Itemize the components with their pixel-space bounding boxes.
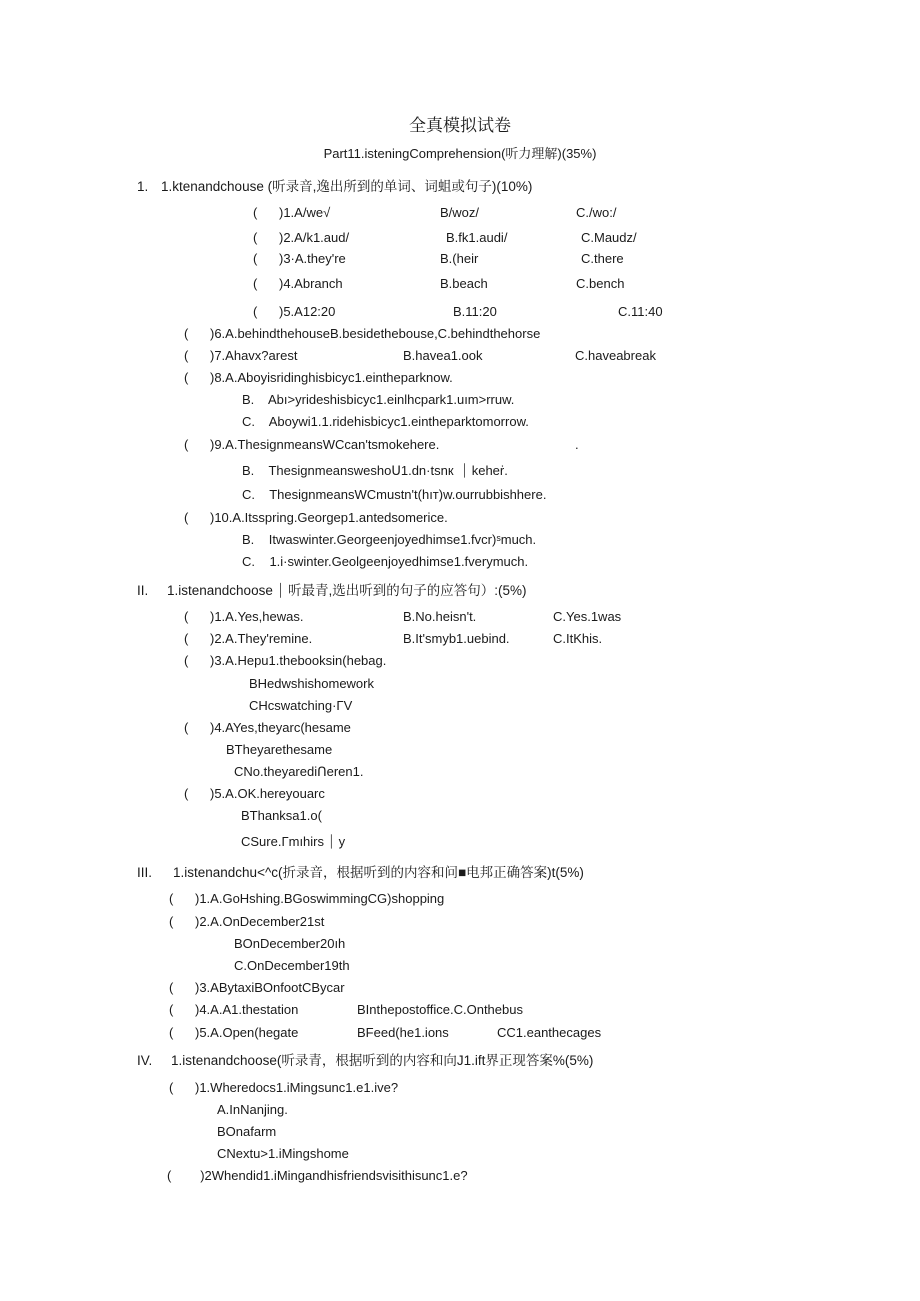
option-b: B.havea1.ook: [403, 348, 483, 363]
section-heading: 1.istenandchoose ⏐ 听最青,选出听到的句子的应答句）:(5%): [167, 583, 527, 598]
question-stem: ( )10.A.Itsspring.Georgep1.antedsomerice.: [184, 510, 448, 525]
option-c: C. 1.i·swinter.Geolgeenjoyedhimse1.fverymuch.: [242, 554, 529, 569]
question-stem: ( )1.A/we√: [253, 205, 331, 220]
option-b: B.11:20: [453, 304, 497, 319]
question-stem: ( )2.A/k1.aud/: [253, 230, 350, 245]
option-c: C.haveabreak: [575, 348, 656, 363]
option-c: C.Maudz/: [581, 230, 637, 245]
option-c: C.11:40: [618, 304, 663, 319]
option-b: B. Itwaswinter.Georgeenjoyedhimse1.fvcr)ˢmuch.: [242, 532, 537, 547]
section-number: 1.: [137, 179, 149, 194]
option-c: C.bench: [576, 276, 625, 291]
option-b: B.(heir: [440, 251, 479, 266]
question-stem: ( )8.A.Aboyisridinghisbicyc1.eintheparknow.: [184, 370, 453, 385]
option-b: B.No.heisn't.: [403, 609, 477, 624]
option-c: CSure.Γmıhirs ⏐ y: [241, 834, 346, 849]
option-c: CC1.eanthecages: [497, 1025, 602, 1040]
option-c: CHcswatching·ΓV: [249, 698, 353, 713]
question-stem: ( )1.A.Yes,hewas.: [184, 609, 304, 624]
option-b: BTheyarethesame: [226, 742, 333, 757]
option-c: CNo.theyarediᑎeren1.: [234, 764, 364, 779]
section-heading: 1.ktenandchouse (听录音,逸出所到的单词、词蛆或句子)(10%): [161, 179, 533, 194]
trailing-mark: .: [575, 437, 579, 452]
question-stem: ( )2Whendid1.iMingandhisfriendsvisithisunc1.e?: [167, 1168, 468, 1183]
option-b: BFeed(he1.ions: [357, 1025, 449, 1040]
question-stem: ( )2.A.OnDecember21st: [169, 914, 325, 929]
option-c: C.ItKhis.: [553, 631, 603, 646]
section-number: III.: [137, 865, 153, 880]
option-c: C. Aboywi1.1.ridehisbicyc1.eintheparktomorrow.: [242, 414, 529, 429]
question-stem: ( )3·A.they're: [253, 251, 346, 266]
option-b: B. Abı>yrideshisbicyc1.einlhcpark1.uım>rruw.: [242, 392, 515, 407]
section-heading: 1.istenandchoose(听录青，根据听到的内容和向J1.ift界正现答案%(5%): [171, 1053, 594, 1068]
section-number: II.: [137, 583, 149, 598]
question-stem: ( )6.A.behindthehouseB.besidethebouse,C.behindthehorse: [184, 326, 541, 341]
question-stem: ( )5.A.OK.hereyouarc: [184, 786, 325, 801]
option-c: C.OnDecember19th: [234, 958, 350, 973]
question-stem: ( )4.Abranch: [253, 276, 343, 291]
option-b: BThanksa1.o(: [241, 808, 322, 823]
question-stem: ( )4.A.A1.thestation: [169, 1002, 299, 1017]
question-stem: ( )5.A12:20: [253, 304, 336, 319]
option-a: A.InNanjing.: [217, 1102, 288, 1117]
page-title: 全真模拟试卷: [409, 116, 511, 135]
option-b: B.It'smyb1.uebind.: [403, 631, 510, 646]
option-b: BOnafarm: [217, 1124, 277, 1139]
option-b: BInthepostoffice.C.Onthebus: [357, 1002, 523, 1017]
question-stem: ( )1.A.GoHshing.BGoswimmingCG)shopping: [169, 891, 445, 906]
option-b: B/woz/: [440, 205, 480, 220]
option-b: BOnDecember20ıh: [234, 936, 346, 951]
option-c: C.Yes.1was: [553, 609, 622, 624]
section-heading: 1.istenandchu<^c(折录音，根据听到的内容和问■电邦正确答案)t(5%): [173, 865, 584, 880]
question-stem: ( )3.A.Hepu1.thebooksin(hebag.: [184, 653, 387, 668]
question-stem: ( )1.Wheredocs1.iMingsunc1.e1.ive?: [169, 1080, 399, 1095]
option-b: B.beach: [440, 276, 488, 291]
question-stem: ( )4.AYes,theyarc(hesame: [184, 720, 351, 735]
option-b: B.fk1.audi/: [446, 230, 508, 245]
question-stem: ( )7.Ahavx?arest: [184, 348, 298, 363]
section-number: IV.: [137, 1053, 153, 1068]
page-subtitle: Part11.isteningComprehension(听力理解)(35%): [323, 146, 597, 161]
question-stem: ( )9.A.ThesignmeansWCcan'tsmokehere.: [184, 437, 440, 452]
question-stem: ( )3.ABytaxiBOnfootCBycar: [169, 980, 345, 995]
option-c: CNextu>1.iMingshome: [217, 1146, 349, 1161]
option-c: C. ThesignmeansWCmustn't(hıт)w.ourrubbishhere.: [242, 487, 547, 502]
option-c: C.there: [581, 251, 624, 266]
option-b: B. Thesignmeansweshoᑌ1.dn·tsnк ⏐ keheṙ.: [242, 463, 508, 478]
question-stem: ( )2.A.They'remine.: [184, 631, 313, 646]
option-c: C./wo:/: [576, 205, 617, 220]
option-b: BHedwshishomework: [249, 676, 374, 691]
question-stem: ( )5.A.Open(hegate: [169, 1025, 299, 1040]
